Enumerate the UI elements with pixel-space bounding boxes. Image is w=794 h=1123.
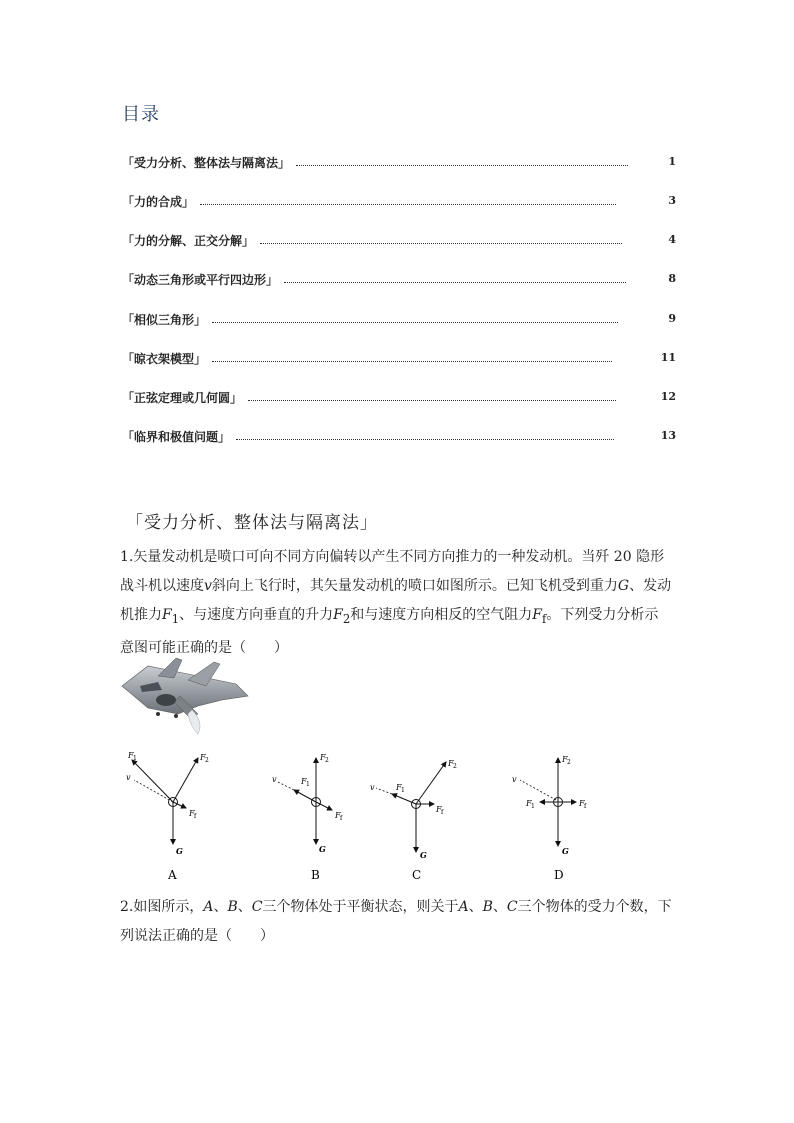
toc-leader — [236, 438, 614, 440]
label-f2-sub: 2 — [205, 757, 209, 764]
label-f1-sub: 1 — [401, 787, 405, 794]
section-heading: 「受力分析、整体法与隔离法」 — [126, 513, 378, 533]
label-g: G — [562, 846, 569, 856]
label-g: G — [319, 844, 326, 854]
label-f2-sub: 2 — [567, 759, 571, 766]
toc-item-label: 「受力分析、整体法与隔离法」 — [122, 156, 291, 170]
toc-item-page: 4 — [668, 233, 676, 246]
fighter-jet-image — [118, 656, 252, 736]
option-d-label: D — [554, 868, 564, 882]
label-f1: F — [128, 751, 134, 760]
label-g: G — [176, 846, 183, 856]
label-ff: F — [579, 799, 585, 808]
option-b-diagram — [272, 753, 343, 882]
toc-item[interactable] — [122, 308, 624, 328]
toc-item[interactable] — [122, 425, 620, 445]
question-1-text: 1.矢量发动机是喷口可向不同方向偏转以产生不同方向推力的一种发动机。当歼 20 隐形战斗机以速度v斜向上飞行时，其矢量发动机的喷口如图所示。已知飞机受到重力G、发动机推力$F_1$、与速度方向垂直的升力$F_2$和与速度方向相反的空气阻力$F_f$。下列受力分析示意图可能正确的是（ ） — [120, 549, 672, 656]
toc-item-page: 8 — [668, 272, 676, 285]
toc-item[interactable] — [122, 268, 632, 288]
label-ff-sub: f — [584, 803, 587, 810]
option-b-label: B — [311, 868, 320, 882]
label-f1: F — [396, 783, 402, 792]
label-f1: F — [301, 777, 307, 786]
toc-item-page: 9 — [668, 312, 676, 325]
option-c-label: C — [412, 868, 422, 882]
toc-item-label: 「力的合成」 — [122, 195, 195, 209]
option-d-diagram — [512, 755, 587, 882]
toc-item-label: 「相似三角形」 — [122, 313, 207, 327]
toc-item[interactable] — [122, 190, 622, 210]
toc-item[interactable] — [122, 347, 618, 367]
toc-leader — [212, 321, 618, 323]
label-f2: F — [448, 759, 454, 768]
toc-item-label: 「临界和极值问题」 — [122, 430, 231, 444]
toc-item[interactable] — [122, 386, 622, 406]
force-diagrams — [116, 744, 606, 884]
toc-leader — [200, 203, 616, 205]
label-ff-sub: f — [340, 815, 343, 822]
label-v: v — [370, 783, 375, 792]
toc-title: 目录 — [122, 104, 160, 125]
label-f2: F — [200, 753, 206, 762]
toc-leader — [212, 360, 612, 362]
label-ff-sub: f — [441, 809, 444, 816]
label-v: v — [512, 775, 517, 784]
toc-item[interactable] — [122, 229, 628, 249]
label-f1-sub: 1 — [306, 781, 310, 788]
label-ff: F — [189, 809, 195, 818]
label-g: G — [420, 850, 427, 860]
option-a-diagram — [126, 751, 209, 882]
toc-item-page: 12 — [660, 390, 676, 403]
label-f1-sub: 1 — [531, 803, 535, 810]
option-c-diagram — [370, 759, 457, 882]
toc-item-page: 11 — [660, 351, 676, 364]
toc-leader — [260, 242, 622, 244]
toc-item-page: 3 — [668, 194, 676, 207]
label-v: v — [272, 775, 277, 784]
toc-leader — [248, 399, 616, 401]
label-f1-sub: 1 — [133, 755, 137, 762]
toc-item-label: 「力的分解、正交分解」 — [122, 234, 255, 248]
question-2-text: 2.如图所示，A、B、C三个物体处于平衡状态，则关于A、B、C三个物体的受力个数，下列说法正确的是（ ） — [120, 899, 672, 944]
label-ff: F — [436, 805, 442, 814]
label-f2-sub: 2 — [453, 763, 457, 770]
toc-item-label: 「晾衣架模型」 — [122, 352, 207, 366]
toc-item-page: 1 — [668, 155, 676, 168]
label-f1: F — [526, 799, 532, 808]
label-ff: F — [335, 811, 341, 820]
toc-leader — [296, 164, 628, 166]
label-f2: F — [562, 755, 568, 764]
toc-item-page: 13 — [660, 429, 676, 442]
toc-item-label: 「动态三角形或平行四边形」 — [122, 273, 279, 287]
option-a-label: A — [168, 868, 177, 882]
label-f2: F — [320, 753, 326, 762]
label-v: v — [126, 773, 131, 782]
toc-item[interactable] — [122, 151, 634, 171]
toc-item-label: 「正弦定理或几何圆」 — [122, 391, 243, 405]
label-ff-sub: f — [194, 813, 197, 820]
label-f2-sub: 2 — [325, 757, 329, 764]
toc-leader — [284, 281, 626, 283]
